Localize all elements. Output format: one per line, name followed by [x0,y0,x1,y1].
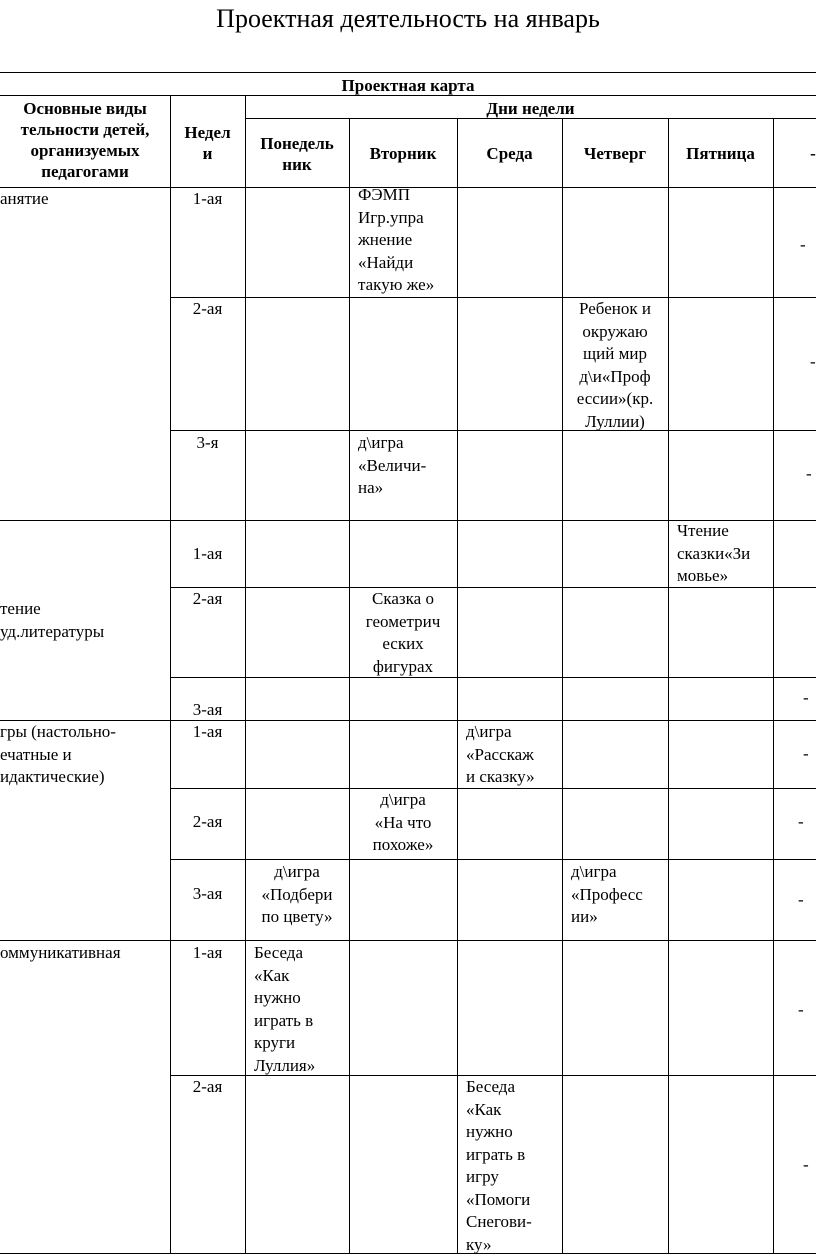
table-caption: Проектная карта [341,76,475,95]
week-cell: 1-ая [192,722,223,741]
day-wednesday: Среда [486,144,533,163]
rule [773,118,774,1253]
table-cell: Беседа «Как нужно играть в круги Луллия» [254,943,316,1075]
week-cell: 3-ая [192,884,223,903]
week-cell: 1-ая [192,189,223,208]
week-cell: 2-ая [192,589,223,608]
table-cell: д\игра «Подбери по цвету» [261,862,333,926]
day-friday: Пятница [686,144,755,163]
week-cell: 1-ая [192,943,223,962]
week-cell: 2-ая [192,299,223,318]
table-cell: д\игра «Расскаж и сказку» [466,722,535,786]
table-cell: ФЭМП Игр.упра жнение «Найди такую же» [358,185,435,294]
dash-mark: - [798,1000,804,1019]
rule [170,677,816,678]
day-monday: Понедель ник [260,134,334,174]
week-cell: 3-ая [192,700,223,719]
rule [0,1253,816,1254]
week-cell: 2-ая [192,812,223,831]
activity-label: гры (настольно- ечатные и идактические) [0,722,116,786]
table-cell: Беседа «Как нужно играть в игру «Помоги Снегови- ку» [466,1077,532,1254]
rule [562,118,563,1253]
page-title: Проектная деятельность на январь [216,4,600,33]
dash-mark: - [810,352,816,371]
rule [0,72,816,73]
rule [0,720,816,721]
rule [0,940,816,941]
dash-mark: - [803,1155,809,1174]
activity-column-header: Основные виды тельности детей, организуемых педагогами [20,99,150,181]
week-cell: 1-ая [192,544,223,563]
dash-mark: - [798,890,804,909]
dash-mark: - [800,235,806,254]
table-cell: д\игра «На что похоже» [372,790,434,854]
activity-label: анятие [0,189,49,208]
week-cell: 3-я [196,433,219,452]
days-header: Дни недели [486,99,575,118]
rule [245,95,246,1253]
week-cell: 2-ая [192,1077,223,1096]
day-thursday: Четверг [583,144,647,163]
rule [170,430,816,431]
rule [457,118,458,1253]
rule [170,859,816,860]
rule [170,297,816,298]
week-column-header: Недел и [184,123,231,163]
day-sixth: - [810,144,816,163]
activity-label: оммуникативная [0,943,121,962]
dash-mark: - [798,812,804,831]
table-cell: Сказка о геометрич еских фигурах [365,589,441,676]
rule [668,118,669,1253]
table-cell: Чтение сказки«Зи мовье» [677,521,751,585]
dash-mark: - [803,744,809,763]
table-cell: Ребенок и окружаю щий мир д\и«Проф ессии»(кр. Луллии) [576,299,654,431]
dash-mark: - [803,688,809,707]
table-cell: д\игра «Професс ии» [571,862,643,926]
day-tuesday: Вторник [369,144,437,163]
dash-mark: - [806,464,812,483]
table-cell: д\игра «Величи- на» [358,433,427,497]
rule [349,118,350,1253]
activity-label: тение уд.литературы [0,599,105,641]
